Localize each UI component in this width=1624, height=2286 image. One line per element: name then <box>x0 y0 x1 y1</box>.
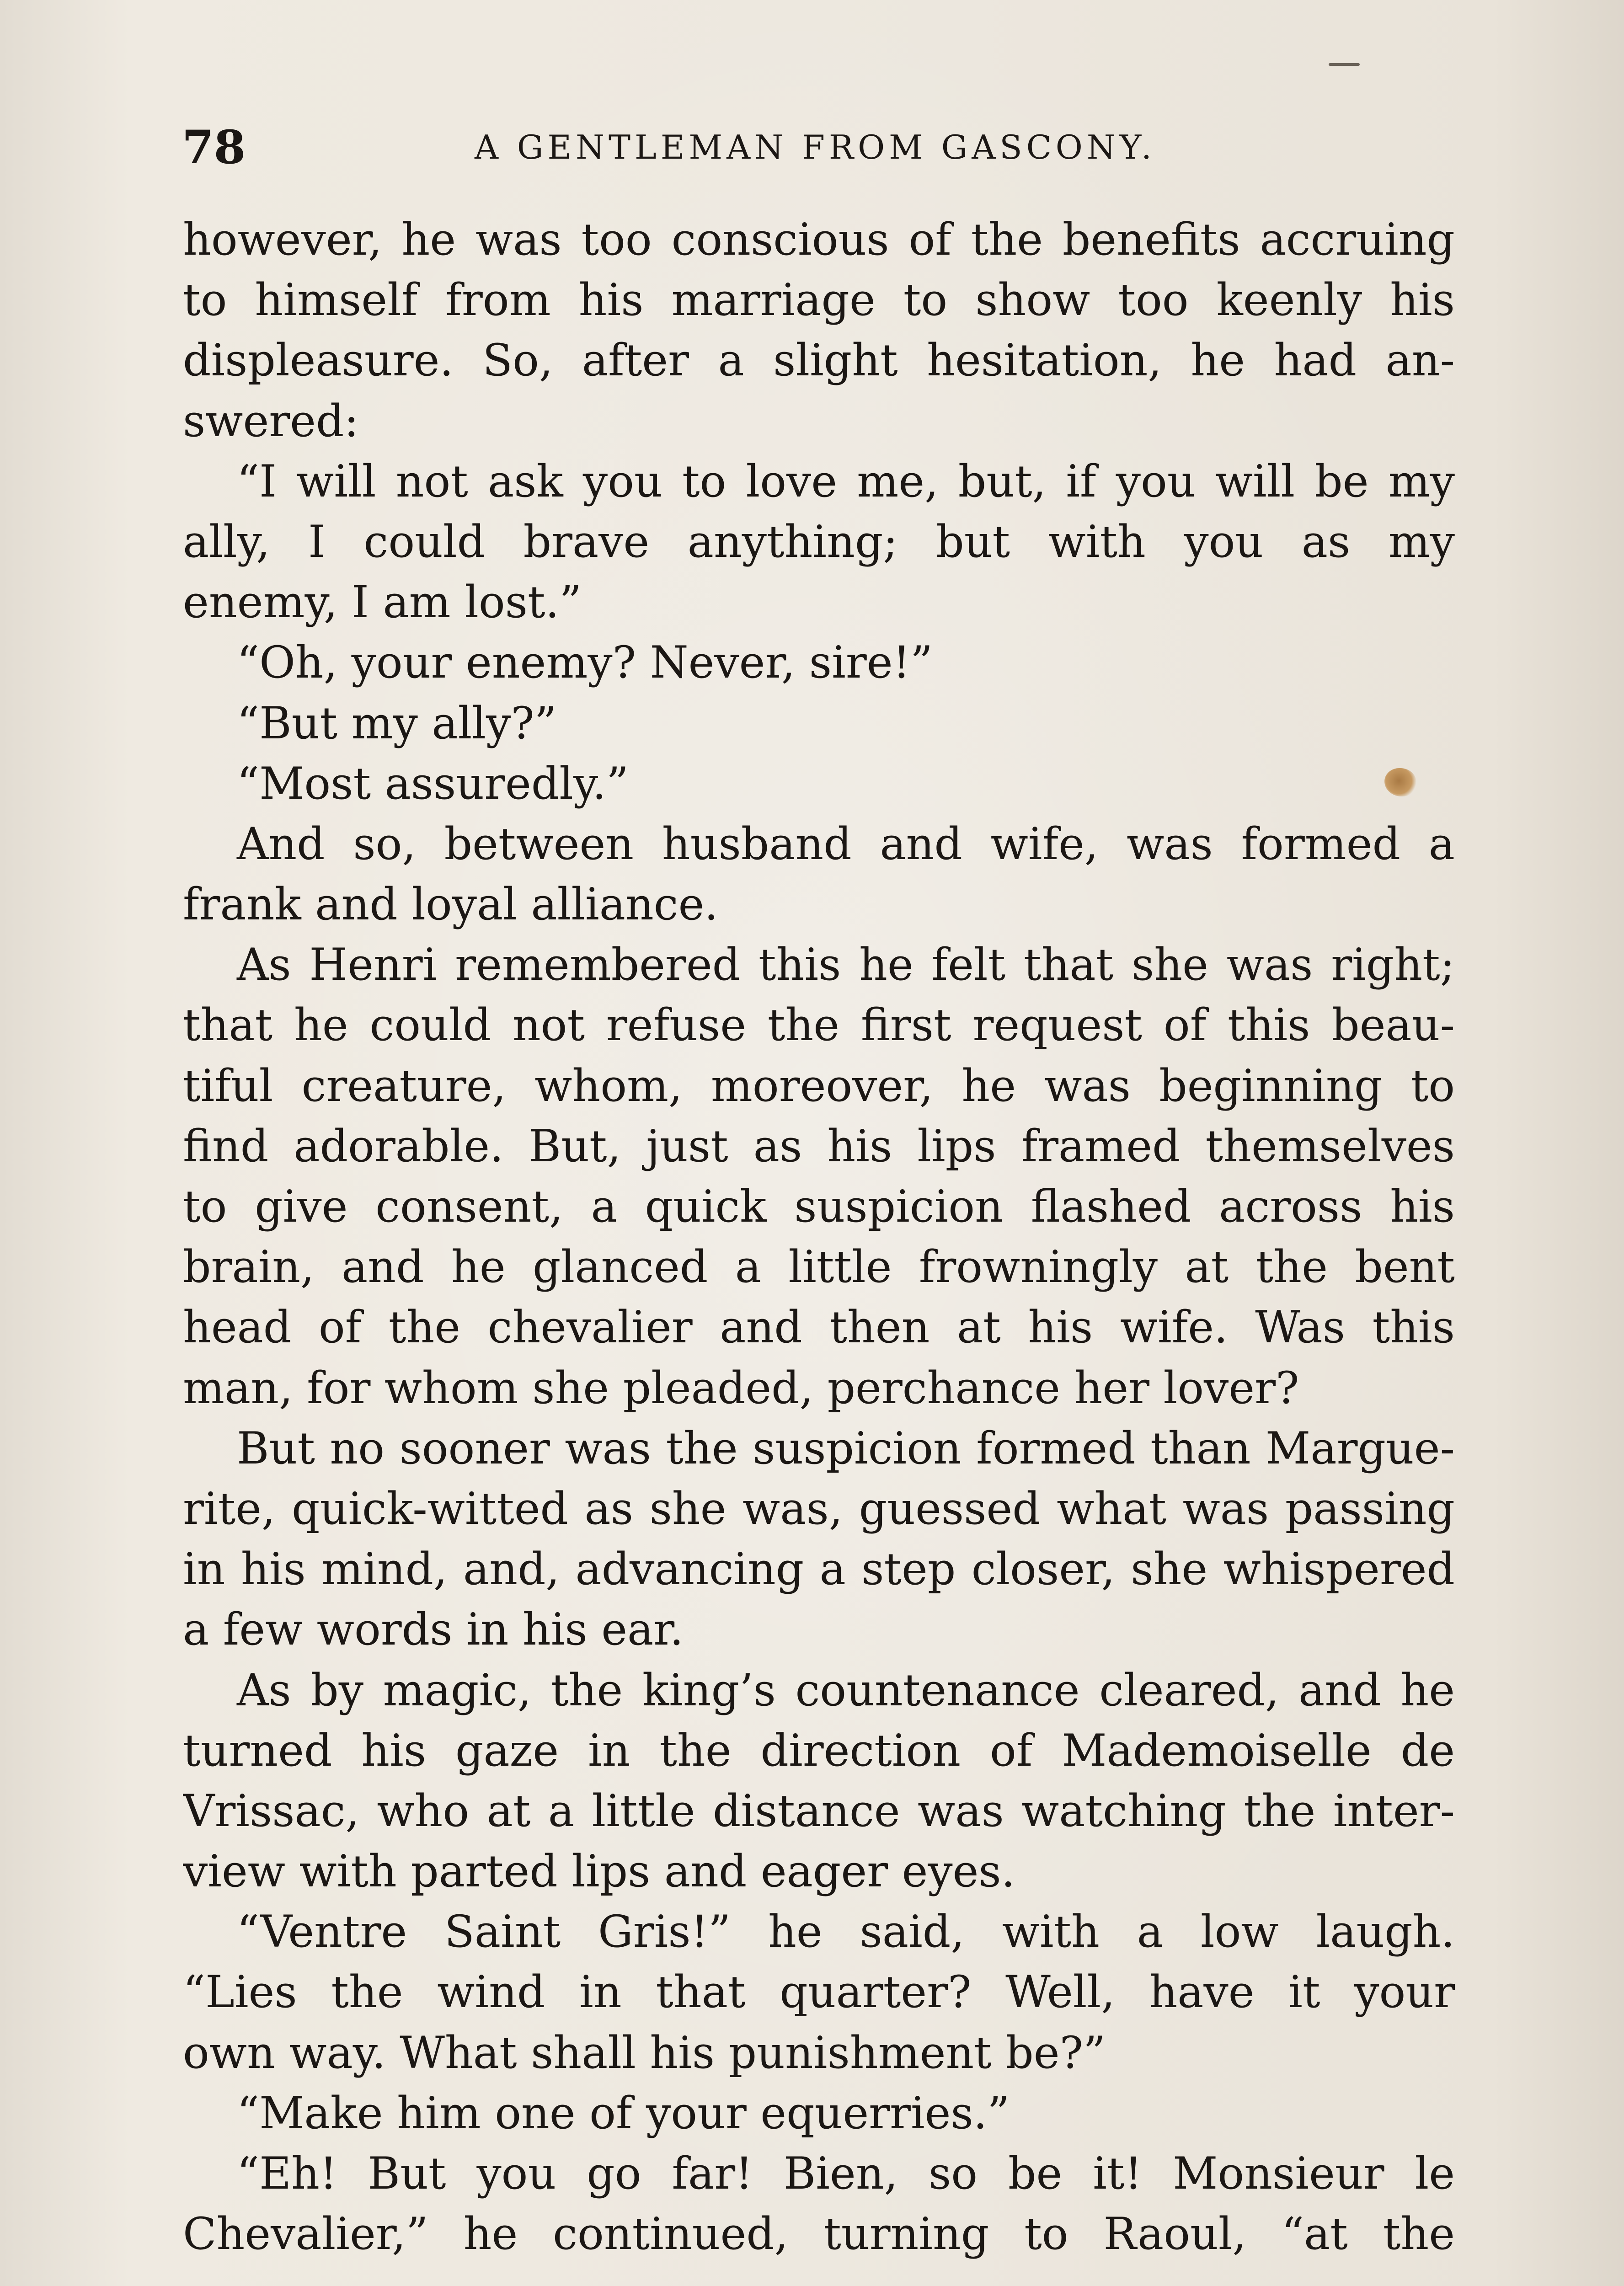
text-line: Vrissac, who at a little distance was watching the inter- <box>183 1785 1455 1837</box>
text-line: But no sooner was the suspicion formed than Margue- <box>237 1422 1455 1474</box>
text-line: “Most assuredly.” <box>237 758 629 809</box>
page-number: 78 <box>182 120 246 174</box>
text-line: own way. What shall his punishment be?” <box>183 2027 1106 2078</box>
text-line: however, he was too conscious of the benefits accruing <box>183 214 1455 265</box>
text-line: frank and loyal alliance. <box>183 879 718 930</box>
text-line: man, for whom she pleaded, perchance her lover? <box>183 1362 1299 1414</box>
text-line: find adorable. But, just as his lips framed themselves <box>183 1120 1455 1172</box>
text-line: a few words in his ear. <box>183 1604 684 1656</box>
text-line: As Henri remembered this he felt that she was right; <box>237 939 1455 991</box>
text-line: “Lies the wind in that quarter? Well, have it your <box>183 1966 1455 2018</box>
body-text <box>183 209 1455 2264</box>
text-line: Chevalier,” he continued, turning to Raoul, “at the <box>183 2208 1455 2260</box>
text-line: tiful creature, whom, moreover, he was beginning to <box>183 1060 1455 1111</box>
running-title: A GENTLEMAN FROM GASCONY. <box>475 128 1156 166</box>
text-line: in his mind, and, advancing a step closer, she whispered <box>183 1544 1455 1595</box>
text-line: displeasure. So, after a slight hesitation, he had an- <box>183 335 1455 386</box>
text-line: “Oh, your enemy? Never, sire!” <box>237 637 933 689</box>
ink-speck <box>1329 63 1360 66</box>
text-line: head of the chevalier and then at his wife. Was this <box>183 1302 1455 1353</box>
paper-stain <box>1384 768 1416 796</box>
text-line: turned his gaze in the direction of Mademoiselle de <box>183 1725 1455 1776</box>
text-line: “Make him one of your equerries.” <box>237 2087 1010 2139</box>
text-line: “But my ally?” <box>237 697 557 749</box>
text-line: “Ventre Saint Gris!” he said, with a low laugh. <box>237 1906 1455 1958</box>
text-line: to himself from his marriage to show too keenly his <box>183 274 1455 326</box>
running-head <box>182 120 1453 175</box>
text-line: to give consent, a quick suspicion flashed across his <box>183 1181 1455 1232</box>
text-line: And so, between husband and wife, was formed a <box>237 818 1455 870</box>
text-line: brain, and he glanced a little frowningly at the bent <box>183 1241 1455 1293</box>
text-line: view with parted lips and eager eyes. <box>183 1846 1015 1897</box>
text-line: “I will not ask you to love me, but, if you will be my <box>237 455 1455 507</box>
text-line: ally, I could brave anything; but with you as my <box>183 516 1455 567</box>
text-line: As by magic, the king’s countenance cleared, and he <box>237 1664 1455 1716</box>
text-line: enemy, I am lost.” <box>183 577 582 628</box>
text-line: rite, quick-witted as she was, guessed what was passing <box>183 1483 1455 1534</box>
text-line: that he could not refuse the first request of this beau- <box>183 999 1455 1051</box>
text-line: “Eh! But you go far! Bien, so be it! Monsieur le <box>237 2148 1455 2199</box>
text-line: swered: <box>183 395 359 447</box>
